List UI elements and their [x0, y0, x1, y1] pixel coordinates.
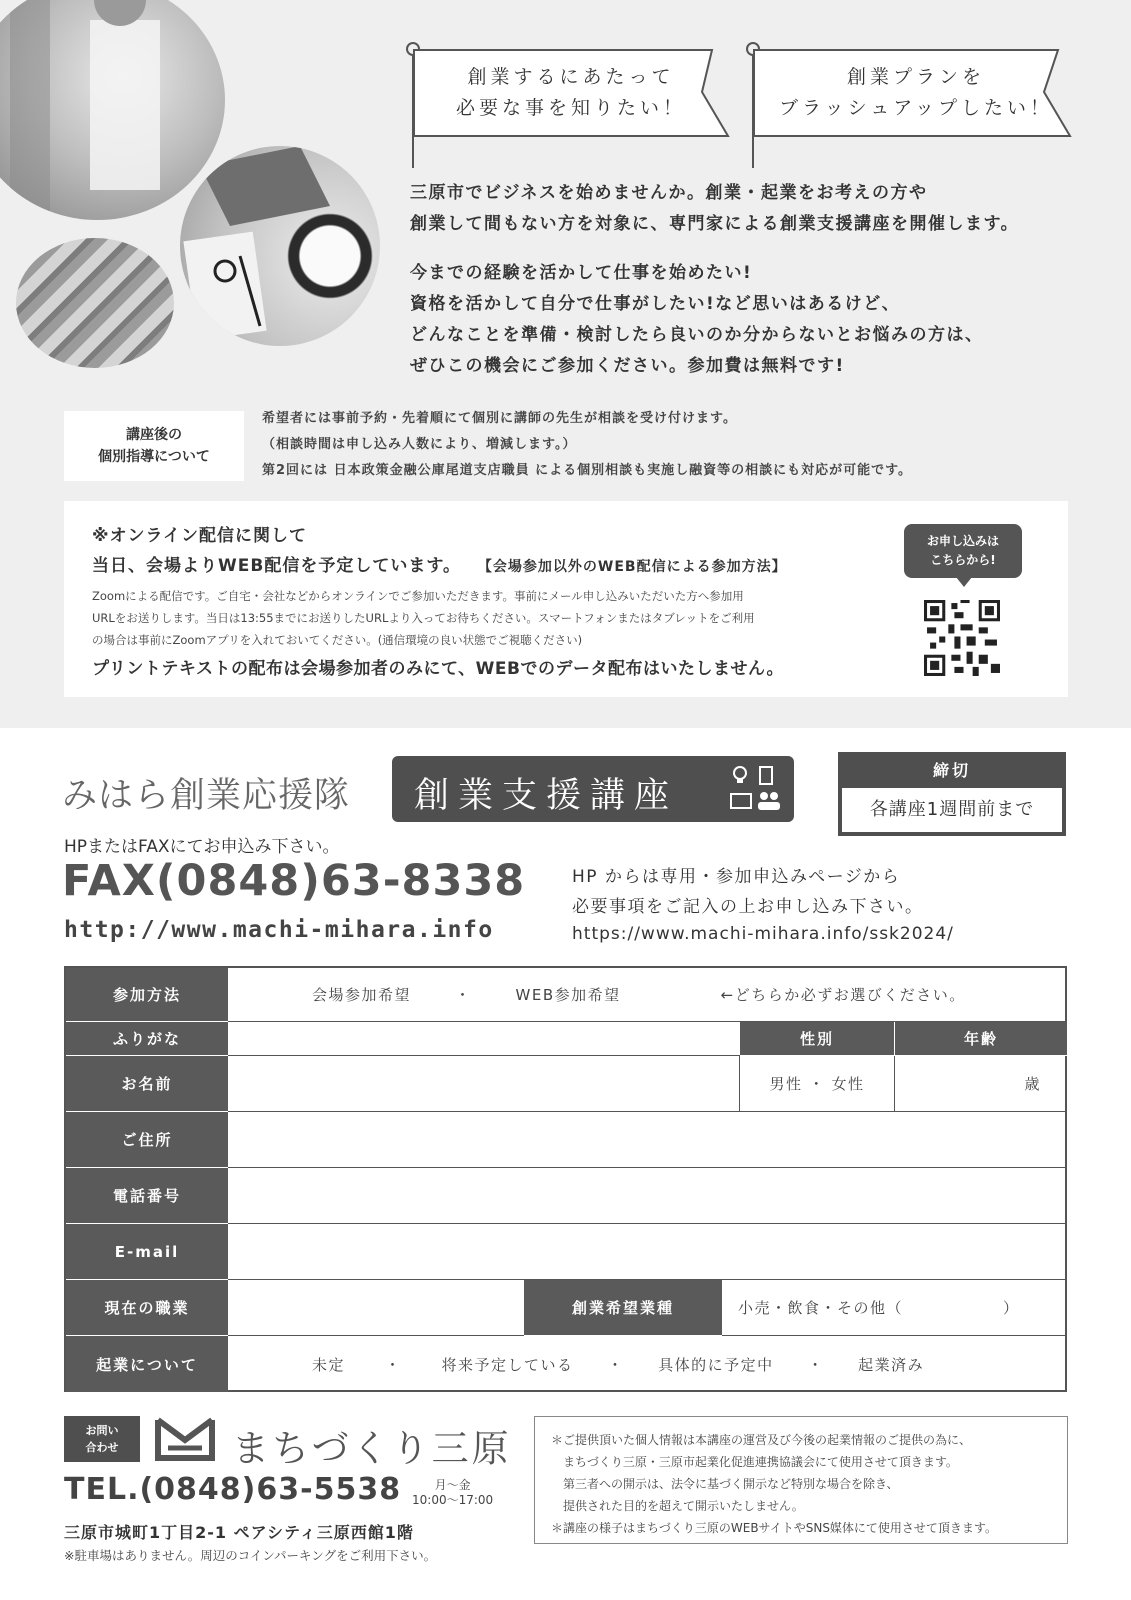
startup-done[interactable]: 起業済み	[858, 1355, 925, 1374]
bubble-line-1: お申し込みは	[926, 534, 999, 548]
guidance-line: 第2回には 日本政策金融公庫尾道支店職員 による個別相談も実施し融資等の相談にも対応が可能です。	[262, 463, 913, 478]
deadline-title: 締切	[932, 761, 971, 780]
job-input[interactable]	[228, 1280, 524, 1336]
business-icons	[728, 764, 784, 814]
hp-line-2: 必要事項をご記入の上お申し込み下さい。	[572, 897, 924, 917]
bubble-line-2: こちらから!	[930, 553, 996, 567]
startup-planned-future[interactable]: 将来予定している	[441, 1355, 574, 1374]
privacy-line: 提供された目的を超えて開示いたしません。	[551, 1499, 804, 1513]
intro-paragraph-1	[410, 178, 1019, 240]
photo-bread-display	[16, 238, 174, 368]
mihara-startup-logo: みはら創業応援隊	[62, 776, 351, 816]
office-times: 10:00～17:00	[412, 1493, 494, 1507]
name-input[interactable]	[228, 1056, 740, 1112]
online-info-box	[64, 501, 1068, 697]
flag-line-2: ブラッシュアップしたい！	[779, 97, 1053, 119]
privacy-line: ＊講座の様子はまちづくり三原のWEBサイトやSNS媒体にて使用させて頂きます。	[551, 1521, 997, 1535]
intro-line: ぜひこの機会にご参加ください。参加費は無料です!	[410, 356, 845, 376]
name-label: お名前	[66, 1056, 228, 1112]
startup-separator: ・	[607, 1355, 625, 1374]
contact-address: 三原市城町1丁目2-1 ペアシティ三原西館1階	[64, 1523, 414, 1542]
intro-line: どんなことを準備・検討したら良いのか分からないとお悩みの方は、	[410, 325, 984, 345]
guidance-line: 希望者には事前予約・先着順にて個別に講師の先生が相談を受け付けます。	[262, 411, 737, 426]
organization-name: まちづくり三原	[232, 1427, 512, 1470]
course-title: 創業支援講座	[414, 776, 679, 816]
privacy-line: まちづくり三原・三原市起業化促進連携協議会にて使用させて頂きます。	[551, 1455, 958, 1469]
contact-phone: TEL.(0848)63-5538	[64, 1472, 402, 1507]
deadline-box	[838, 752, 1066, 836]
online-detail-line: Zoomによる配信です。ご自宅・会社などからオンラインでご参加いただきます。事前にメール申し込みいただいた方へ参加用	[92, 589, 744, 603]
website-link[interactable]: http://www.machi-mihara.info	[64, 917, 494, 943]
industry-label: 創業希望業種	[524, 1280, 722, 1336]
industry-options[interactable]: 小売・飲食・その他（	[738, 1299, 904, 1317]
deadline-value: 各講座1週間前まで	[842, 788, 1062, 832]
fax-number: FAX(0848)63-8338	[62, 856, 526, 906]
hp-line-1: HP からは専用・参加申込みページから	[572, 867, 901, 887]
parking-note: ※駐車場はありません。周辺のコインパーキングをご利用下さい。	[64, 1548, 437, 1563]
guidance-label-line-2: 個別指導について	[98, 449, 210, 465]
intro-line: 三原市でビジネスを始めませんか。創業・起業をお考えの方や	[410, 183, 928, 203]
contact-badge	[64, 1416, 140, 1462]
method-field[interactable]	[228, 968, 1067, 1022]
phone-label: 電話番号	[66, 1168, 228, 1224]
startup-separator: ・	[807, 1355, 825, 1374]
age-input[interactable]	[895, 1056, 1067, 1112]
method-label: 参加方法	[66, 968, 228, 1022]
qr-code-icon[interactable]	[924, 600, 1000, 676]
furigana-label: ふりがな	[66, 1022, 228, 1056]
email-label: E-mail	[66, 1224, 228, 1280]
flag-text	[426, 62, 716, 124]
application-page-link[interactable]: https://www.machi-mihara.info/ssk2024/	[572, 924, 954, 944]
online-subheading-tag: 【会場参加以外のWEB配信による参加方法】	[477, 559, 787, 575]
office-days: 月～金	[434, 1478, 471, 1492]
online-detail-line: の場合は事前にZoomアプリを入れておいてください。(通信環境の良い状態でご視聴ください)	[92, 633, 583, 647]
intro-line: 創業して間もない方を対象に、専門家による創業支援講座を開催します。	[410, 214, 1020, 234]
industry-field[interactable]	[722, 1280, 1067, 1336]
intro-paragraph-2	[410, 258, 984, 382]
online-note: プリントテキストの配布は会場参加者のみにて、WEBでのデータ配布はいたしません。	[92, 659, 784, 679]
guidance-text	[262, 406, 912, 484]
age-unit: 歳	[1024, 1075, 1041, 1093]
option-venue[interactable]: 会場参加希望	[312, 986, 412, 1004]
privacy-line: 第三者への開示は、法令に基づく開示など特別な場合を除き、	[551, 1477, 899, 1491]
flag-line-2: 必要な事を知りたい！	[455, 97, 686, 119]
privacy-line: ＊ご提供頂いた個人情報は本講座の運営及び今後の起業情報のご提供の為に、	[551, 1433, 972, 1447]
startup-label: 起業について	[66, 1336, 228, 1392]
startup-separator: ・	[385, 1355, 402, 1374]
option-web[interactable]: WEB参加希望	[515, 986, 621, 1004]
startup-planned-concrete[interactable]: 具体的に予定中	[658, 1355, 774, 1374]
apply-note: HPまたはFAXにてお申込み下さい。	[64, 837, 340, 857]
office-hours	[412, 1478, 493, 1508]
online-detail-line: URLをお送りします。当日は13:55までにお送りしたURLより入ってお待ちください。スマートフォンまたはタブレットをご利用	[92, 611, 755, 625]
guidance-line: （相談時間は申し込み人数により、増減します。）	[262, 437, 577, 452]
intro-line: 今までの経験を活かして仕事を始めたい!	[410, 263, 753, 283]
hp-instructions	[572, 862, 924, 922]
intro-line: 資格を活かして自分で仕事がしたい!など思いはあるけど、	[410, 294, 901, 314]
gender-label: 性別	[740, 1022, 895, 1056]
machizukuri-logo-icon	[154, 1414, 216, 1462]
industry-close: ）	[1003, 1299, 1020, 1317]
option-separator: ・	[455, 986, 472, 1004]
flag-line-1: 創業するにあたって	[467, 66, 675, 88]
guidance-label	[64, 411, 244, 481]
address-label: ご住所	[66, 1112, 228, 1168]
contact-badge-line-1: お問い	[85, 1424, 119, 1437]
address-input[interactable]	[228, 1112, 1067, 1168]
method-note: ←どちらか必ずお選びください。	[720, 986, 966, 1004]
email-input[interactable]	[228, 1224, 1067, 1280]
online-details	[92, 585, 942, 651]
gender-select[interactable]: 男性 ・ 女性	[740, 1056, 895, 1112]
online-heading: ※オンライン配信に関して	[92, 526, 308, 546]
age-label: 年齢	[895, 1022, 1067, 1056]
startup-undecided[interactable]: 未定	[312, 1355, 346, 1374]
furigana-input[interactable]	[228, 1022, 740, 1056]
application-form	[64, 966, 1067, 1392]
top-section	[0, 0, 1131, 728]
photo-laptop-coffee	[180, 146, 380, 346]
startup-field[interactable]	[228, 1336, 1067, 1392]
guidance-label-line-1: 講座後の	[126, 427, 182, 443]
online-subheading-text: 当日、会場よりWEB配信を予定しています。	[92, 556, 461, 576]
online-subheading	[92, 551, 787, 576]
course-title-badge	[392, 756, 794, 822]
apply-here-bubble	[904, 524, 1022, 578]
photo-laptop-coffee-shapes	[180, 146, 380, 346]
phone-input[interactable]	[228, 1168, 1067, 1224]
privacy-notice	[534, 1416, 1068, 1544]
flag-text	[766, 62, 1066, 124]
contact-badge-line-2: 合わせ	[85, 1441, 119, 1454]
job-label: 現在の職業	[66, 1280, 228, 1336]
flag-line-1: 創業プランを	[846, 66, 985, 88]
